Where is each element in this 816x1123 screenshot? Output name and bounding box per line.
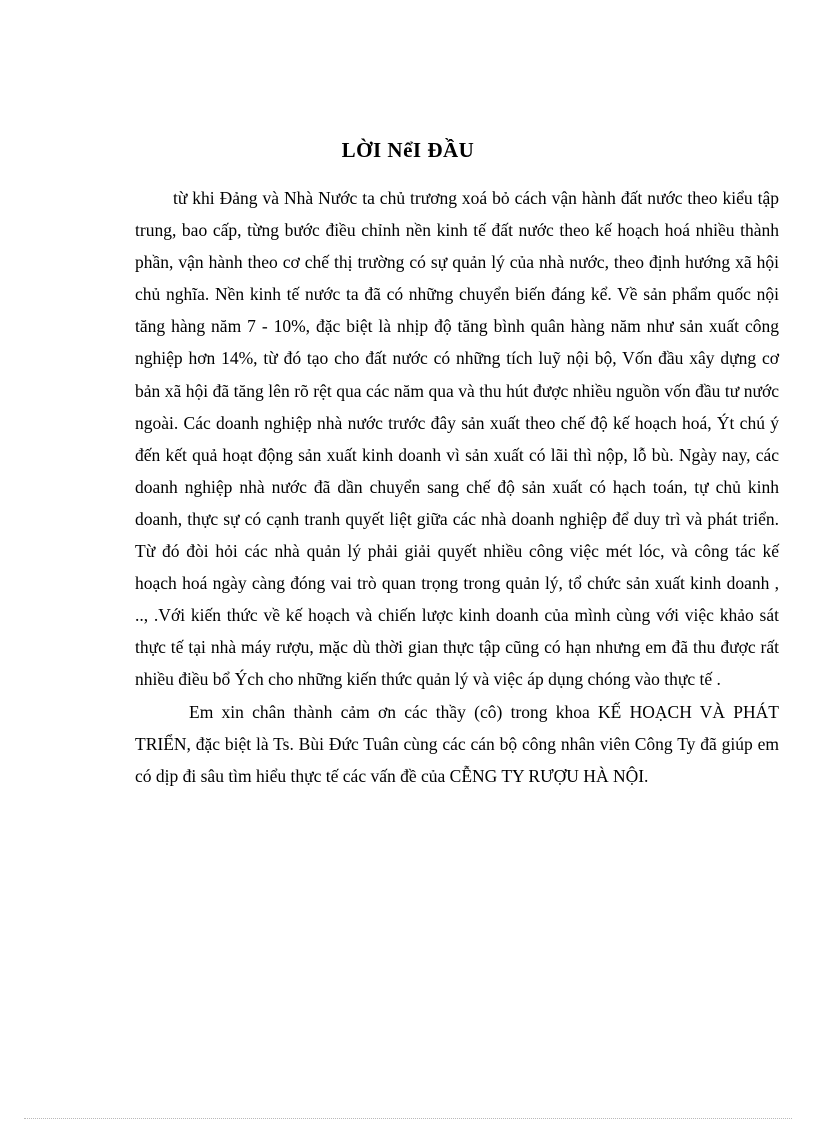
- page-title: LỜI NểI ĐẦU: [341, 138, 475, 162]
- paragraph-intro: từ khi Đảng và Nhà Nước ta chủ trương xoá bỏ cách vận hành đất nước theo kiểu tập trung, bao cấp, từng bước điều chỉnh nền kinh tế đất nước theo kế hoạch hoá nhiều thành phần, vận hành theo cơ chế thị trường có sự quản lý của nhà nước, theo định hướng xã hội chủ nghĩa. Nền kinh tế nước ta đã có những chuyển biến đáng kể. Về sản phẩm quốc nội tăng hàng năm 7 - 10%, đặc biệt là nhịp độ tăng bình quân hàng năm như sản xuất công nghiệp hơn 14%, từ đó tạo cho đất nước có những tích luỹ nội bộ, Vốn đầu xây dựng cơ bản xã hội đã tăng lên rõ rệt qua các năm qua và thu hút được nhiều nguồn vốn đầu tư nước ngoài. Các doanh nghiệp nhà nước trước đây sản xuất theo chế độ kế hoạch hoá, Ýt chú ý đến kết quả hoạt động sản xuất kinh doanh vì sản xuất có lãi thì nộp, lỗ bù. Ngày nay, các doanh nghiệp nhà nước đã dần chuyển sang chế độ sản xuất có hạch toán, tự chủ kinh doanh, thực sự có cạnh tranh quyết liệt giữa các nhà doanh nghiệp để duy trì và phát triển. Từ đó đòi hỏi các nhà quản lý phải giải quyết nhiều công việc mét lóc, và công tác kế hoạch hoá ngày càng đóng vai trò quan trọng trong quản lý, tổ chức sản xuất kinh doanh , .., .Với kiến thức về kế hoạch và chiến lược kinh doanh của mình cùng với việc khảo sát thực tế tại nhà máy rượu, mặc dù thời gian thực tập cũng có hạn nhưng em đã thu được rất nhiều điều bổ Ých cho những kiến thức quản lý và việc áp dụng chóng vào thực tế .: [135, 188, 779, 690]
- paragraph-thanks: Em xin chân thành cảm ơn các thầy (cô) trong khoa KẾ HOẠCH VÀ PHÁT TRIỂN, đặc biệt là Ts. Bùi Đức Tuân cùng các cán bộ công nhân viên Công Ty đã giúp em có dịp đi sâu tìm hiểu thực tế các vấn đề của CỄNG TY RƯỢU HÀ NỘI.: [135, 701, 779, 786]
- page-bottom-divider: [24, 1118, 792, 1119]
- body-text: [135, 182, 779, 792]
